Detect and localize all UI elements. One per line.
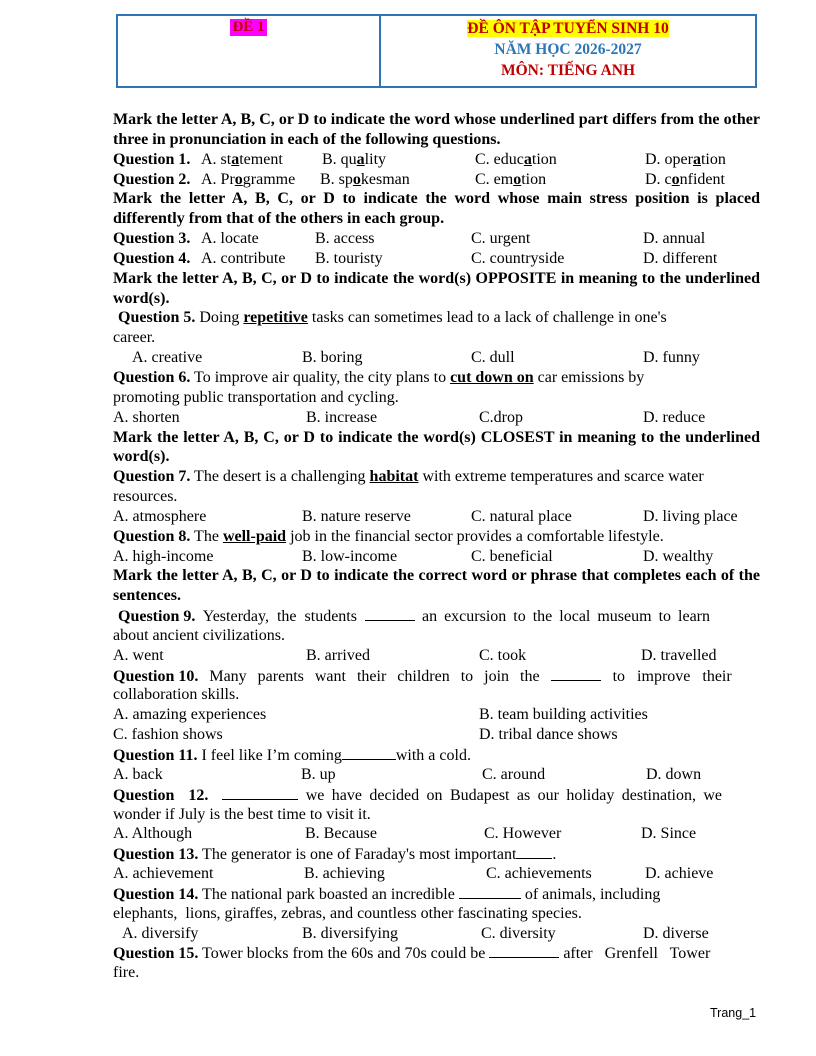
option-c: C. emotion bbox=[475, 170, 547, 188]
question-12-stem: Question 12. we have decided on Budapest as our holiday destination, we bbox=[113, 786, 723, 804]
option-a: A. amazing experiences bbox=[113, 706, 267, 724]
answer-blank bbox=[365, 606, 415, 621]
option-d: D. diverse bbox=[643, 924, 709, 942]
question-number: Question 15. bbox=[113, 945, 199, 963]
question-8-options bbox=[113, 547, 760, 567]
option-a: A. locate bbox=[201, 230, 259, 248]
option-a: A. statement bbox=[201, 150, 283, 168]
answer-blank bbox=[342, 745, 396, 760]
page-number: Trang_1 bbox=[710, 1006, 757, 1020]
option-b: B. boring bbox=[302, 349, 363, 367]
exam-header bbox=[116, 14, 757, 88]
question-12-options bbox=[113, 824, 760, 844]
question-8-stem: Question 8. The well-paid job in the financial sector provides a comfortable lifestyle. bbox=[113, 527, 664, 545]
question-7-options bbox=[113, 507, 760, 527]
option-d: D. annual bbox=[643, 230, 706, 248]
option-c: C. education bbox=[475, 150, 557, 168]
option-a: A. creative bbox=[132, 349, 203, 367]
option-d: D. confident bbox=[645, 170, 725, 188]
question-3 bbox=[113, 229, 760, 249]
question-number: Question 4. bbox=[113, 249, 191, 267]
header-left-cell bbox=[118, 16, 381, 86]
question-6-stem: Question 6. To improve air quality, the city plans to cut down on car emissions by bbox=[113, 368, 645, 386]
question-6-options bbox=[113, 408, 760, 428]
question-10-options-ab bbox=[113, 705, 760, 725]
option-d: D. living place bbox=[643, 507, 738, 525]
answer-blank bbox=[489, 943, 559, 958]
option-a: A. Programme bbox=[201, 170, 296, 188]
question-5-stem: Question 5. Doing repetitive tasks can sometimes lead to a lack of challenge in one's bbox=[118, 309, 667, 327]
question-number: Question 6. bbox=[113, 368, 191, 386]
answer-blank bbox=[459, 884, 521, 899]
option-b: B. Because bbox=[305, 825, 377, 843]
option-b: B. achieving bbox=[304, 865, 385, 883]
question-14-stem-continued: elephants, lions, giraffes, zebras, and countless other fascinating species. bbox=[113, 904, 582, 922]
question-number: Question 9. bbox=[118, 608, 196, 626]
option-b: B. diversifying bbox=[302, 924, 398, 942]
option-a: A. shorten bbox=[113, 408, 180, 426]
option-c: C. beneficial bbox=[471, 547, 553, 565]
exam-number-label: ĐỀ 1 bbox=[232, 19, 265, 35]
exam-title: ĐỀ ÔN TẬP TUYỂN SINH 10 bbox=[467, 20, 669, 37]
key-word: habitat bbox=[369, 468, 419, 486]
section-instruction-closest: Mark the letter A, B, C, or D to indicate the word(s) CLOSEST in meaning to the underlined word(s). bbox=[113, 428, 760, 466]
option-c: C. However bbox=[484, 825, 562, 843]
question-1 bbox=[113, 150, 760, 170]
question-13-stem: Question 13. The generator is one of Faraday's most important . bbox=[113, 846, 557, 864]
option-b: B. access bbox=[315, 230, 375, 248]
question-2 bbox=[113, 170, 760, 190]
option-a: A. achievement bbox=[113, 865, 214, 883]
question-10-options-cd bbox=[113, 725, 760, 745]
option-d: D. Since bbox=[641, 825, 697, 843]
option-d: D. achieve bbox=[645, 865, 714, 883]
exam-content bbox=[113, 110, 760, 983]
question-15-stem-continued: fire. bbox=[113, 964, 140, 982]
option-c: C. around bbox=[482, 765, 546, 783]
question-11-options bbox=[113, 765, 760, 785]
question-9-stem-continued: about ancient civilizations. bbox=[113, 626, 285, 644]
key-word: well-paid bbox=[222, 527, 287, 545]
option-a: A. went bbox=[113, 646, 164, 664]
question-7-stem-continued: resources. bbox=[113, 488, 178, 506]
question-number: Question 7. bbox=[113, 468, 191, 486]
option-b: B. nature reserve bbox=[302, 507, 411, 525]
option-d: D. operation bbox=[645, 150, 726, 168]
option-d: D. funny bbox=[643, 349, 700, 367]
option-b: B. increase bbox=[306, 408, 378, 426]
question-9-options bbox=[113, 646, 760, 666]
key-word: cut down on bbox=[450, 368, 534, 386]
question-12-stem-continued: wonder if July is the best time to visit it. bbox=[113, 805, 371, 823]
question-9-stem: Question 9. Yesterday, the students an excursion to the local museum to learn bbox=[118, 608, 710, 626]
section-instruction-pronunciation: Mark the letter A, B, C, or D to indicate the word whose underlined part differs from the other three in pronunciation in each of the following questions. bbox=[113, 111, 760, 148]
option-a: A. back bbox=[113, 765, 163, 783]
question-number: Question 14. bbox=[113, 885, 199, 903]
question-15-stem: Question 15. Tower blocks from the 60s and 70s could be after Grenfell Tower bbox=[113, 945, 711, 963]
option-d: D. reduce bbox=[643, 408, 706, 426]
option-a: A. Although bbox=[113, 825, 193, 843]
option-c: C. diversity bbox=[481, 924, 556, 942]
question-number: Question 8. bbox=[113, 527, 191, 545]
question-14-options bbox=[113, 924, 760, 944]
option-b: B. up bbox=[301, 765, 336, 783]
option-b: B. touristy bbox=[315, 249, 383, 267]
question-13-options bbox=[113, 864, 760, 884]
question-number: Question 12. bbox=[113, 786, 209, 804]
question-10-stem-continued: collaboration skills. bbox=[113, 686, 240, 704]
question-4 bbox=[113, 249, 760, 269]
option-b: B. arrived bbox=[306, 646, 370, 664]
question-5-options bbox=[113, 348, 760, 368]
key-word: repetitive bbox=[243, 309, 308, 327]
option-d: D. down bbox=[646, 765, 702, 783]
option-b: B. team building activities bbox=[479, 706, 648, 724]
option-c: C.drop bbox=[479, 408, 523, 426]
answer-blank bbox=[516, 844, 552, 859]
option-d: D. travelled bbox=[641, 646, 717, 664]
section-instruction-opposite: Mark the letter A, B, C, or D to indicate the word(s) OPPOSITE in meaning to the underlined word(s). bbox=[113, 269, 760, 307]
question-number: Question 1. bbox=[113, 150, 191, 168]
question-number: Question 10. bbox=[113, 667, 199, 685]
option-b: B. spokesman bbox=[320, 170, 410, 188]
question-number: Question 5. bbox=[118, 309, 196, 327]
option-b: B. quality bbox=[322, 150, 387, 168]
question-6-stem-continued: promoting public transportation and cycling. bbox=[113, 388, 399, 406]
question-11-stem: Question 11. I feel like I’m coming with a cold. bbox=[113, 747, 471, 764]
option-c: C. countryside bbox=[471, 249, 565, 267]
option-c: C. dull bbox=[471, 349, 515, 367]
option-b: B. low-income bbox=[302, 547, 398, 565]
section-instruction-complete: Mark the letter A, B, C, or D to indicate the correct word or phrase that completes each of the sentences. bbox=[113, 567, 760, 605]
section-instruction-stress: Mark the letter A, B, C, or D to indicate the word whose main stress position is placed differently from that of the others in each group. bbox=[113, 190, 760, 228]
question-number: Question 11. bbox=[113, 747, 198, 764]
answer-blank bbox=[551, 666, 601, 681]
question-10-stem: Question 10. Many parents want their children to join the to improve their bbox=[113, 667, 732, 685]
subject-label: MÔN: TIẾNG ANH bbox=[500, 62, 636, 79]
school-year: NĂM HỌC 2026-2027 bbox=[494, 41, 642, 58]
question-number: Question 2. bbox=[113, 170, 191, 188]
question-number: Question 3. bbox=[113, 230, 191, 248]
option-d: D. wealthy bbox=[643, 547, 714, 565]
option-a: A. diversify bbox=[122, 924, 199, 942]
option-c: C. natural place bbox=[471, 507, 572, 525]
question-14-stem: Question 14. The national park boasted an incredible of animals, including bbox=[113, 885, 661, 903]
option-c: C. took bbox=[479, 646, 527, 664]
option-c: C. fashion shows bbox=[113, 726, 223, 744]
option-d: D. tribal dance shows bbox=[479, 726, 618, 744]
option-c: C. achievements bbox=[486, 865, 592, 883]
option-d: D. different bbox=[643, 249, 718, 267]
header-right-cell bbox=[381, 16, 755, 86]
question-number: Question 13. bbox=[113, 846, 199, 864]
option-a: A. high-income bbox=[113, 547, 214, 565]
question-5-stem-continued: career. bbox=[113, 329, 156, 347]
option-c: C. urgent bbox=[471, 230, 531, 248]
question-7-stem: Question 7. The desert is a challenging habitat with extreme temperatures and scarce water bbox=[113, 468, 704, 486]
option-a: A. contribute bbox=[201, 249, 286, 267]
answer-blank bbox=[222, 785, 298, 800]
option-a: A. atmosphere bbox=[113, 507, 207, 525]
